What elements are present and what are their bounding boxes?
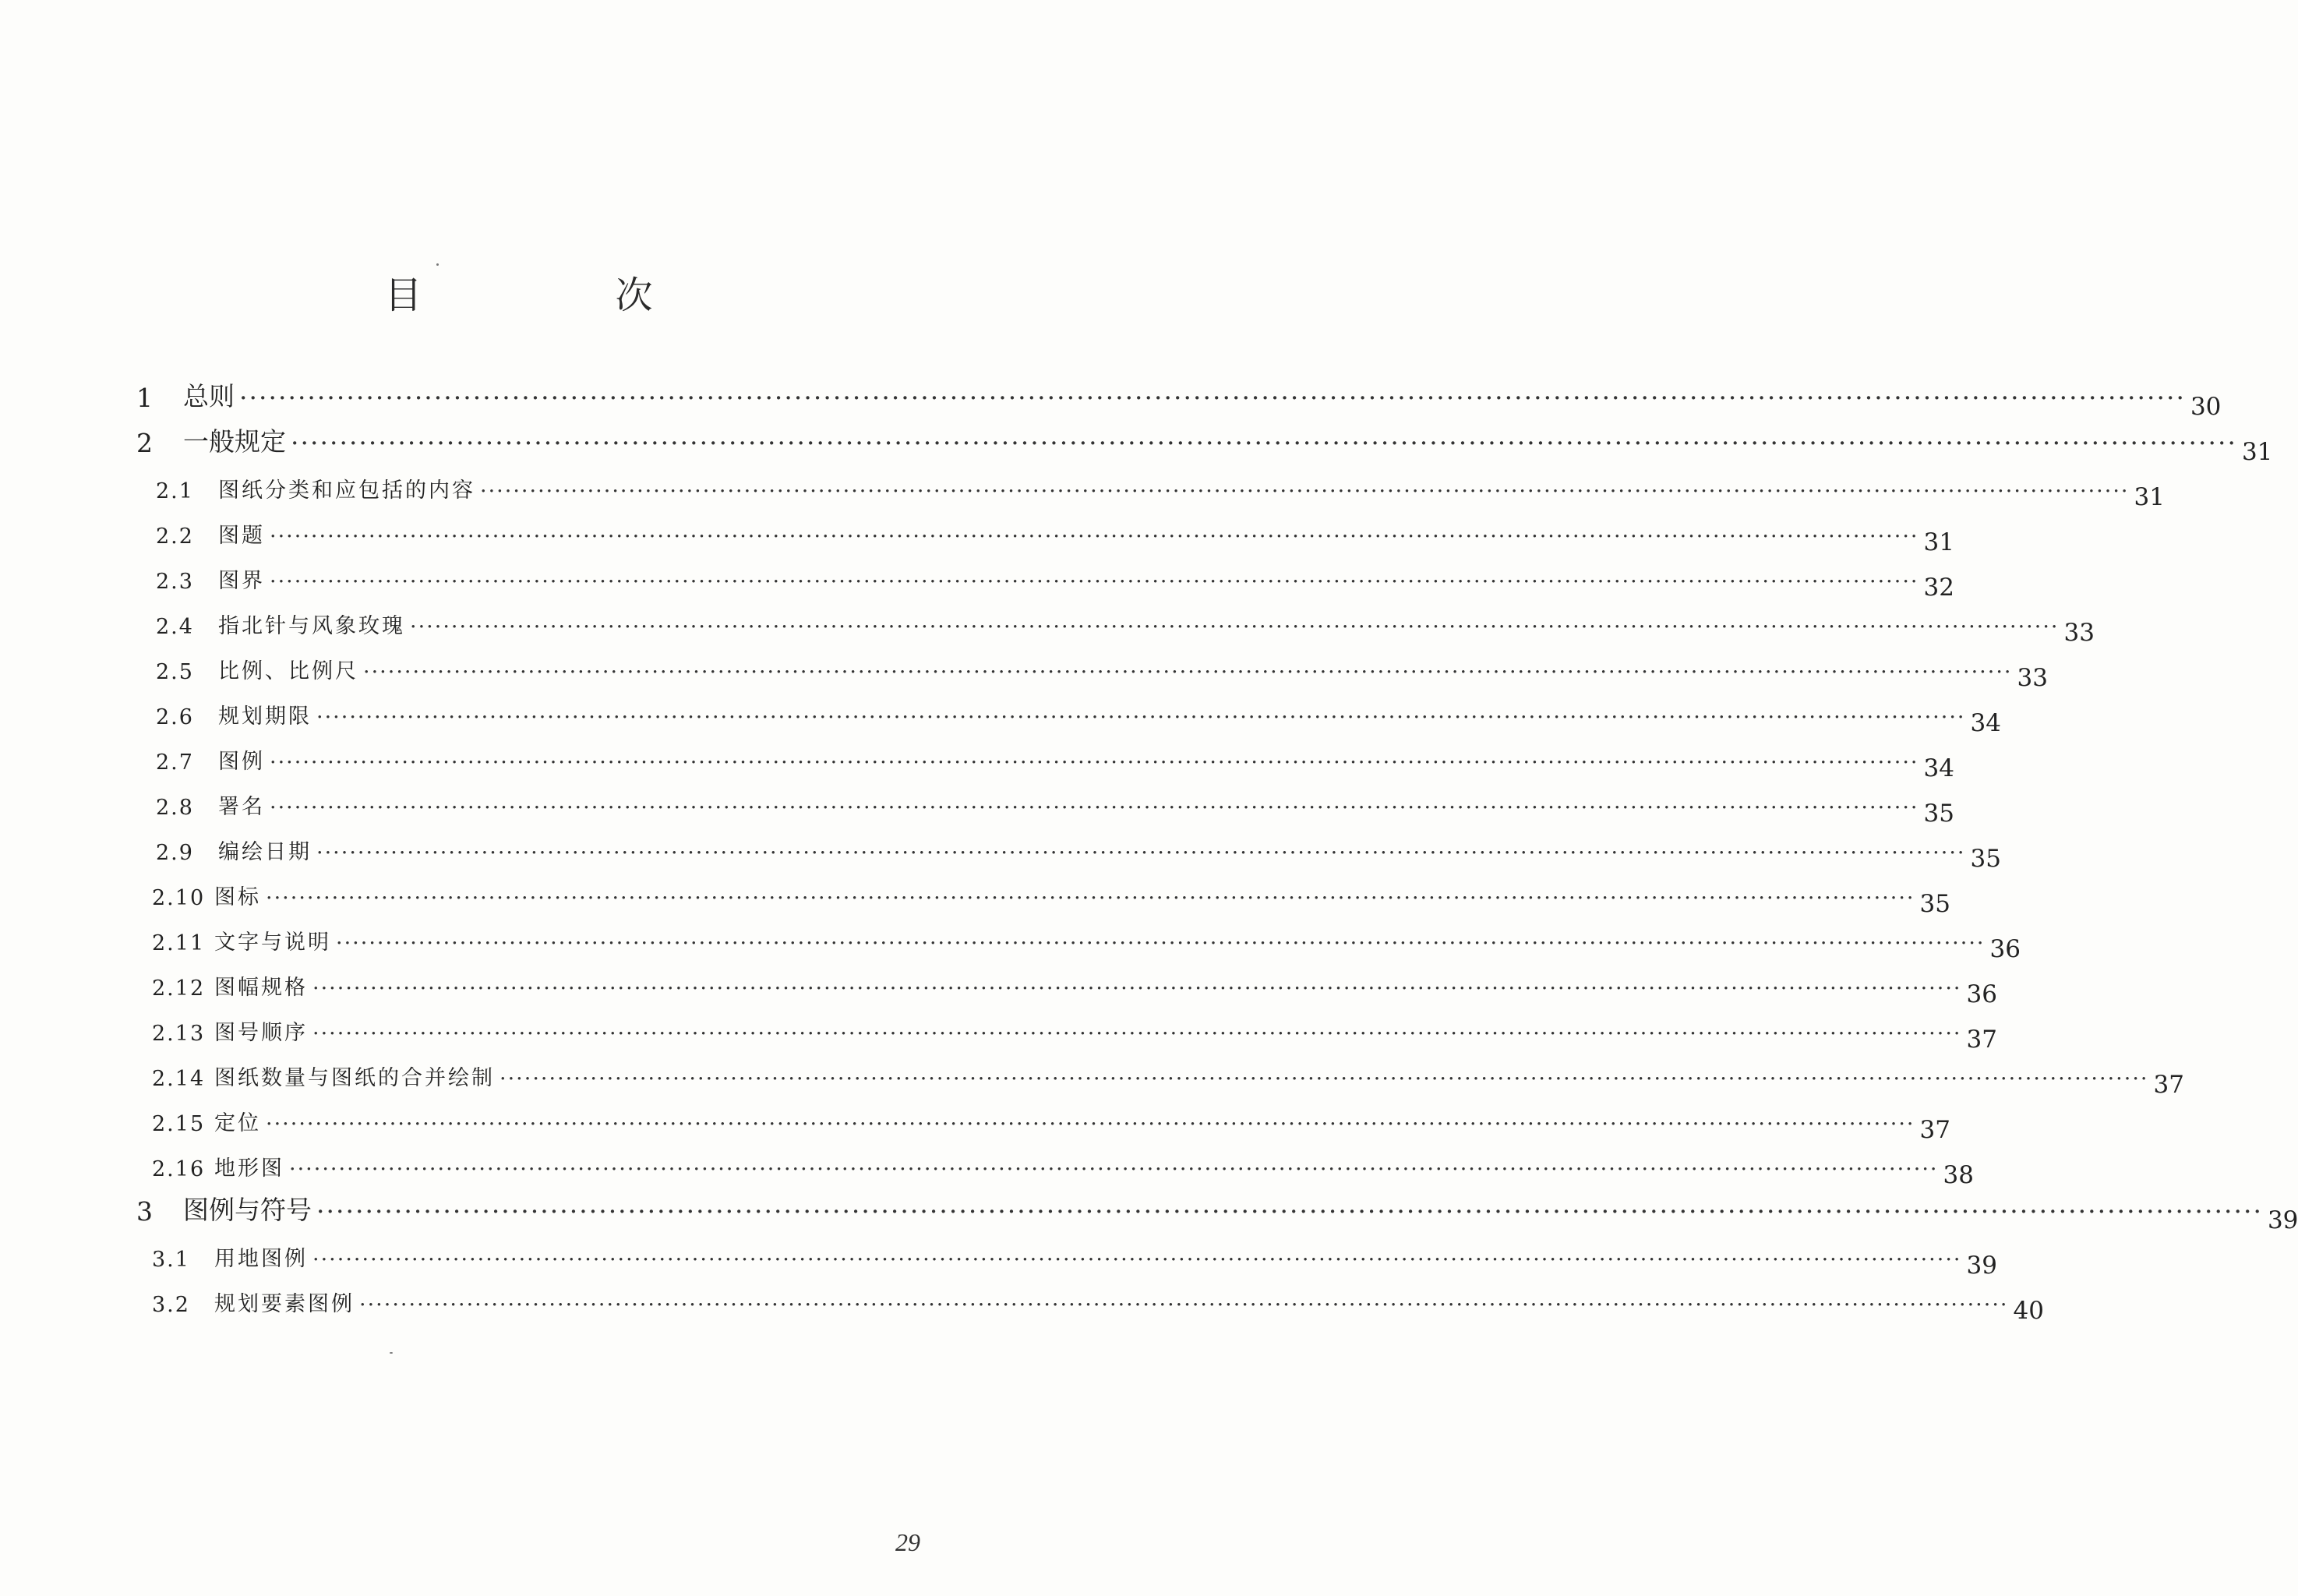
- toc-entry-page-number: 38: [1943, 1161, 1974, 1189]
- toc-entry-label: 总则: [183, 381, 235, 411]
- toc-entry-page-number: 31: [1923, 528, 1954, 556]
- toc-entry-label: 图号顺序: [214, 1021, 308, 1045]
- toc-entry[interactable]: [136, 374, 2222, 421]
- toc-entry[interactable]: [152, 1052, 2184, 1099]
- page-title: 目 次: [384, 274, 731, 317]
- toc-entry-number: 3.1: [152, 1248, 190, 1272]
- toc-entry-number: 2.1: [156, 479, 194, 503]
- toc-entry-page-number: 37: [1919, 1116, 1950, 1144]
- scan-speck: [390, 1352, 393, 1354]
- toc-entry[interactable]: [156, 600, 2095, 647]
- dot-leader: ········································································································································································································: [316, 841, 1966, 865]
- toc-entry[interactable]: [156, 555, 1954, 602]
- toc-entry-page-number: 39: [2267, 1206, 2298, 1234]
- toc-entry-label: 图例: [218, 750, 265, 774]
- toc-entry[interactable]: [152, 1233, 1997, 1280]
- toc-entry-page-number: 40: [2013, 1297, 2044, 1325]
- dot-leader: ········································································································································································································: [410, 615, 2060, 639]
- toc-entry-page-number: 35: [1919, 890, 1950, 918]
- toc-entry-label: 图标: [214, 885, 261, 909]
- page-folio: 29: [895, 1528, 920, 1556]
- toc-entry-number: 3.2: [152, 1293, 190, 1317]
- toc-entry[interactable]: [156, 781, 1954, 828]
- dot-leader: ········································································································································································································: [499, 1067, 2149, 1091]
- toc-entry[interactable]: [152, 871, 1950, 918]
- toc-entry-page-number: 36: [1966, 980, 1997, 1008]
- toc-entry-page-number: 30: [2190, 393, 2222, 421]
- dot-leader: ········································································································································································································: [312, 976, 1962, 1001]
- dot-leader: ········································································································································································································: [266, 1112, 1915, 1136]
- toc-entry-label: 一般规定: [183, 426, 286, 457]
- toc-entry-label: 用地图例: [214, 1247, 308, 1271]
- toc-entry-number: 3: [136, 1196, 153, 1227]
- toc-entry[interactable]: [136, 419, 2273, 466]
- toc-entry-label: 规划要素图例: [214, 1292, 355, 1316]
- toc-entry-page-number: 39: [1966, 1252, 1997, 1280]
- toc-entry-label: 编绘日期: [218, 840, 312, 864]
- toc-entry-number: 2.11: [152, 931, 206, 955]
- toc-entry[interactable]: [152, 1097, 1950, 1144]
- toc-entry-number: 1: [136, 383, 153, 413]
- toc-entry-page-number: 33: [2063, 619, 2095, 647]
- toc-entry-number: 2.15: [152, 1112, 206, 1136]
- toc-entry-page-number: 37: [2153, 1071, 2184, 1099]
- toc-entry-label: 定位: [214, 1111, 261, 1135]
- toc-entry-number: 2.4: [156, 615, 194, 639]
- toc-entry-page-number: 35: [1970, 845, 2001, 873]
- toc-entry-label: 指北针与风象玫瑰: [218, 614, 405, 638]
- toc-entry-page-number: 34: [1923, 754, 1954, 782]
- toc-entry-number: 2.13: [152, 1022, 206, 1046]
- toc-entry[interactable]: [152, 1142, 1974, 1189]
- toc-entry-page-number: 32: [1923, 574, 1954, 602]
- toc-entry-number: 2.14: [152, 1067, 206, 1091]
- toc-entry-label: 图例与符号: [183, 1195, 312, 1225]
- toc-entry-number: 2.16: [152, 1157, 206, 1181]
- toc-entry-number: 2.10: [152, 886, 206, 910]
- toc-entry-label: 比例、比例尺: [218, 659, 358, 683]
- toc-entry-number: 2.5: [156, 660, 194, 684]
- dot-leader: ········································································································································································································: [363, 660, 2013, 684]
- dot-leader: ········································································································································································································: [270, 796, 1919, 820]
- dot-leader: ········································································································································································································: [239, 383, 2186, 413]
- dot-leader: ········································································································································································································: [291, 428, 2237, 458]
- dot-leader: ········································································································································································································: [289, 1157, 1939, 1181]
- toc-entry-label: 图纸分类和应包括的内容: [218, 478, 475, 503]
- toc-entry[interactable]: [152, 1278, 2044, 1325]
- toc-entry-number: 2.3: [156, 570, 194, 594]
- dot-leader: ········································································································································································································: [270, 570, 1919, 594]
- toc-entry[interactable]: [156, 645, 2048, 692]
- toc-entry-number: 2.7: [156, 750, 194, 775]
- toc-entry[interactable]: [156, 690, 2001, 737]
- toc-entry-page-number: 31: [2134, 483, 2165, 511]
- toc-entry-number: 2: [136, 428, 153, 458]
- dot-leader: ········································································································································································································: [316, 1196, 2263, 1227]
- toc-entry-label: 图幅规格: [214, 976, 308, 1000]
- dot-leader: ········································································································································································································: [266, 886, 1915, 910]
- toc-entry-label: 图纸数量与图纸的合并绘制: [214, 1066, 495, 1090]
- dot-leader: ········································································································································································································: [359, 1293, 2009, 1317]
- dot-leader: ········································································································································································································: [312, 1248, 1962, 1272]
- toc-entry-page-number: 31: [2241, 438, 2273, 466]
- toc-entry-page-number: 36: [1989, 935, 2021, 963]
- dot-leader: ········································································································································································································: [270, 524, 1919, 549]
- toc-entry[interactable]: [152, 916, 2021, 963]
- dot-leader: ········································································································································································································: [316, 705, 1966, 729]
- toc-entry[interactable]: [156, 510, 1954, 556]
- toc-entry-number: 2.2: [156, 524, 194, 549]
- toc-entry-label: 图界: [218, 569, 265, 593]
- toc-entry-page-number: 34: [1970, 709, 2001, 737]
- toc-entry-number: 2.12: [152, 976, 206, 1001]
- toc-entry-label: 地形图: [214, 1156, 284, 1181]
- toc-entry-page-number: 33: [2017, 664, 2048, 692]
- toc-entry[interactable]: [152, 962, 1997, 1008]
- toc-entry[interactable]: [136, 1188, 2298, 1234]
- dot-leader: ········································································································································································································: [336, 931, 1986, 955]
- toc-entry-number: 2.8: [156, 796, 194, 820]
- dot-leader: ········································································································································································································: [480, 479, 2130, 503]
- dot-leader: ········································································································································································································: [312, 1022, 1962, 1046]
- toc-entry[interactable]: [156, 464, 2165, 511]
- toc-entry-number: 2.6: [156, 705, 194, 729]
- toc-entry-label: 规划期限: [218, 704, 312, 729]
- toc-entry-label: 图题: [218, 524, 265, 548]
- toc-entry-page-number: 37: [1966, 1026, 1997, 1054]
- toc-entry[interactable]: [156, 736, 1954, 782]
- toc-entry-label: 文字与说明: [214, 930, 331, 955]
- toc-entry-page-number: 35: [1923, 800, 1954, 828]
- toc-entry-number: 2.9: [156, 841, 194, 865]
- toc-entry-label: 署名: [218, 795, 265, 819]
- scan-speck: [436, 263, 439, 266]
- toc-entry[interactable]: [156, 826, 2001, 873]
- toc-entry[interactable]: [152, 1007, 1997, 1054]
- dot-leader: ········································································································································································································: [270, 750, 1919, 775]
